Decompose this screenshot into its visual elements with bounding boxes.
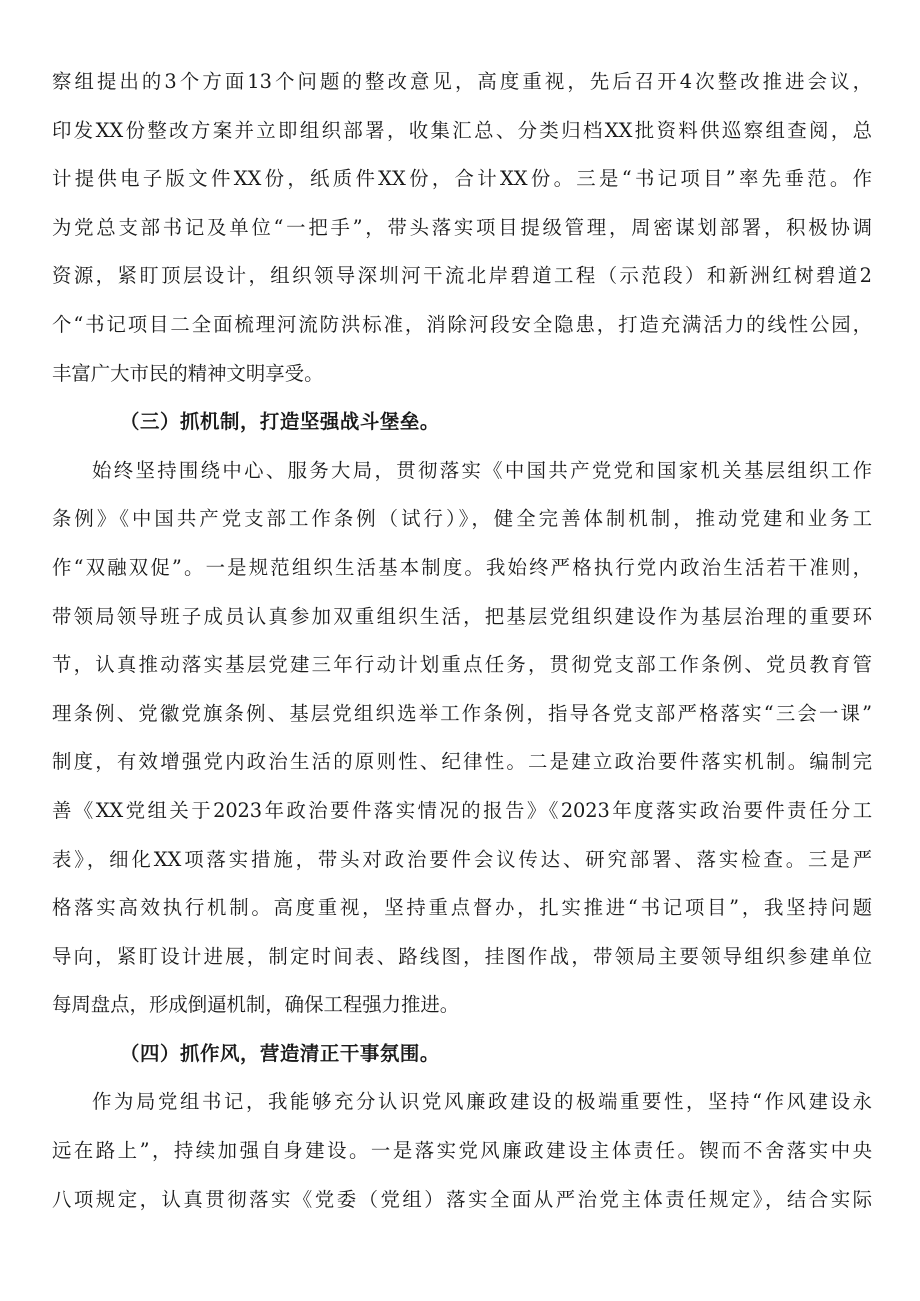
text-line: 节，认真推动落实基层党建三年行动计划重点任务，贯彻党支部工作条例、党员教育管	[52, 653, 872, 677]
text-line: 始终坚持围绕中心、服务大局，贯彻落实《中国共产党党和国家机关基层组织工作	[92, 458, 872, 482]
text-line: 为党总支部书记及单位“一把手”，带头落实项目提级管理，周密谋划部署，积极协调	[52, 215, 872, 239]
text-line: 丰富广大市民的精神文明享受。	[52, 361, 324, 385]
text-line: 察组提出的3个方面13个问题的整改意见，高度重视，先后召开4次整改推进会议，	[52, 70, 872, 93]
text-line: 表》，细化XX项落实措施，带头对政治要件会议传达、研究部署、落实检查。三是严	[52, 847, 872, 871]
text-line: 每周盘点，形成倒逼机制，确保工程强力推进。	[52, 993, 460, 1017]
text-line: 个“书记项目二全面梳理河流防洪标准，消除河段安全隐患，打造充满活力的线性公园，	[52, 312, 872, 336]
text-line: 远在路上”，持续加强自身建设。一是落实党风廉政建设主体责任。锲而不舍落实中央	[52, 1139, 872, 1163]
text-line: 导向，紧盯设计进展，制定时间表、路线图，挂图作战，带领局主要领导组织参建单位	[52, 944, 872, 968]
section-heading-style: （四）抓作风，营造清正干事氛围。	[120, 1041, 440, 1065]
text-line: 八项规定，认真贯彻落实《党委（党组）落实全面从严治党主体责任规定》，结合实际	[52, 1187, 872, 1211]
paragraph-mechanism	[52, 447, 872, 1030]
text-line: 格落实高效执行机制。高度重视，坚持重点督办，扎实推进“书记项目”，我坚持问题	[52, 896, 872, 920]
text-line: 作“双融双促”。一是规范组织生活基本制度。我始终严格执行党内政治生活若干准则，	[52, 555, 872, 579]
text-line: 资源，紧盯顶层设计，组织领导深圳河干流北岸碧道工程（示范段）和新洲红树碧道2	[52, 264, 872, 288]
text-line: 制度，有效增强党内政治生活的原则性、纪律性。二是建立政治要件落实机制。编制完	[52, 750, 872, 774]
text-line: 善《XX党组关于2023年政治要件落实情况的报告》《2023年度落实政治要件责任分工	[52, 798, 872, 822]
text-line: 计提供电子版文件XX份，纸质件XX份，合计XX份。三是“书记项目”率先垂范。作	[52, 167, 872, 191]
text-line: 理条例、党徽党旗条例、基层党组织选举工作条例，指导各党支部严格落实“三会一课”	[52, 701, 872, 725]
text-line: 印发XX份整改方案并立即组织部署，收集汇总、分类归档XX批资料供巡察组查阅，总	[52, 118, 872, 142]
text-line: 作为局党组书记，我能够充分认识党风廉政建设的极端重要性，坚持“作风建设永	[92, 1090, 872, 1114]
paragraph-rectification	[52, 58, 872, 398]
text-line: 条例》《中国共产党支部工作条例（试行）》，健全完善体制机制，推动党建和业务工	[52, 507, 872, 531]
text-line: 带领局领导班子成员认真参加双重组织生活，把基层党组织建设作为基层治理的重要环	[52, 604, 872, 628]
document-page	[52, 58, 872, 1224]
section-heading-mechanism: （三）抓机制，打造坚强战斗堡垒。	[120, 410, 440, 434]
paragraph-style	[52, 1078, 872, 1224]
